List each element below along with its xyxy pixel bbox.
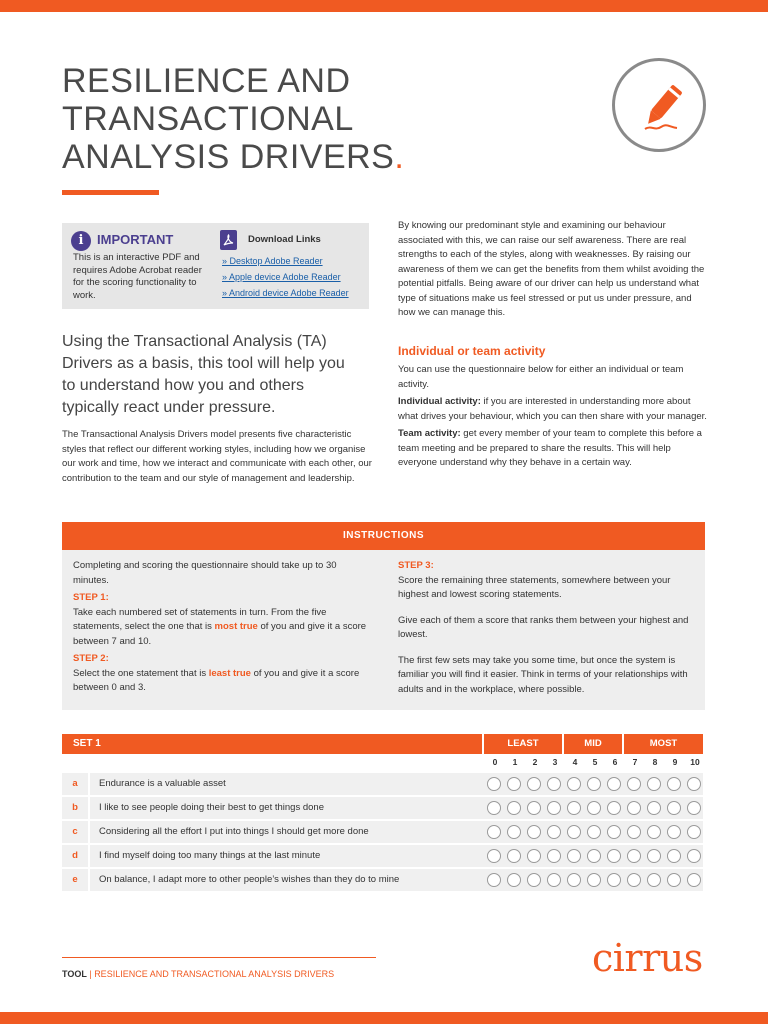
title-dot: . — [394, 138, 405, 176]
statement-row — [62, 821, 703, 843]
important-notice — [62, 223, 369, 309]
score-radio[interactable] — [627, 801, 641, 815]
download-links-heading: Download Links — [248, 234, 321, 245]
title-line-3: ANALYSIS DRIVERS — [62, 138, 395, 176]
right-column-intro — [398, 219, 708, 321]
step-2-text — [73, 668, 359, 694]
row-divider — [88, 821, 90, 843]
desktop-reader-link[interactable]: » Desktop Adobe Reader — [222, 256, 323, 266]
score-label: 10 — [690, 757, 700, 767]
score-radio[interactable] — [607, 801, 621, 815]
final-paragraph: The first few sets may take you some time, but once the system is familiar you will find it easier. Think in terms of your relationships with adults and in the workplace, where possible. — [398, 654, 688, 695]
team-text: get every member of your team to complete this before a team meeting and be prepared to share the results. This will help everyone understand why they behave in a certain way. — [398, 428, 702, 468]
individual-text: if you are interested in understanding more about what drives your behaviour, which you can then share with your manager. — [398, 396, 707, 422]
title-line-1: RESILIENCE AND — [62, 62, 351, 100]
step-3-text: Score the remaining three statements, somewhere between your highest and lowest scoring statements. — [398, 574, 671, 600]
score-radio[interactable] — [547, 777, 561, 791]
team-activity — [398, 427, 708, 471]
score-label: 9 — [672, 757, 678, 767]
score-label: 8 — [652, 757, 658, 767]
statement-row — [62, 869, 703, 891]
score-radio[interactable] — [527, 873, 541, 887]
instructions-right — [398, 559, 698, 708]
android-reader-link[interactable]: » Android device Adobe Reader — [222, 288, 349, 298]
pen-icon — [612, 58, 706, 152]
title-underline — [62, 190, 159, 195]
score-radio[interactable] — [527, 849, 541, 863]
step-2-text-a: Select the one statement that is — [73, 667, 209, 679]
instructions-panel — [62, 550, 705, 710]
statement-row — [62, 845, 703, 867]
score-radio[interactable] — [667, 777, 681, 791]
score-radio[interactable] — [587, 873, 601, 887]
top-accent-bar — [0, 0, 768, 12]
intro-lead: Using the Transactional Analysis (TA) Drivers as a basis, this tool will help you to understand how you and others typically react under pressure. — [62, 333, 345, 416]
score-radio[interactable] — [547, 873, 561, 887]
score-radio[interactable] — [667, 825, 681, 839]
score-radio[interactable] — [567, 849, 581, 863]
step-2-emphasis: least true — [208, 667, 251, 679]
score-radio[interactable] — [647, 777, 661, 791]
footer-separator: | — [86, 969, 95, 979]
score-radio[interactable] — [687, 873, 701, 887]
most-header: MOST — [624, 734, 703, 754]
individual-activity — [398, 395, 708, 424]
mid-header: MID — [564, 734, 622, 754]
score-radio[interactable] — [507, 849, 521, 863]
step-3-label: STEP 3: — [398, 560, 434, 571]
statement-row — [62, 797, 703, 819]
footer-rule — [62, 957, 376, 958]
score-radio[interactable] — [527, 825, 541, 839]
score-radio[interactable] — [567, 873, 581, 887]
instructions-intro: Completing and scoring the questionnaire should take up to 30 minutes. — [73, 560, 337, 586]
row-divider — [88, 797, 90, 819]
statement-letter: e — [72, 874, 78, 885]
statement-text: On balance, I adapt more to other people’s wishes than they do to mine — [99, 874, 400, 885]
score-radio[interactable] — [547, 849, 561, 863]
score-radio[interactable] — [527, 777, 541, 791]
step-1-label: STEP 1: — [73, 592, 109, 603]
score-radio[interactable] — [507, 825, 521, 839]
score-radio[interactable] — [487, 825, 501, 839]
step-1-emphasis: most true — [214, 621, 258, 632]
step-2-text-b: of you and give it a score between 0 and 3. — [73, 667, 360, 693]
score-radio[interactable] — [627, 825, 641, 839]
footer-text — [62, 969, 334, 979]
score-radio[interactable] — [667, 801, 681, 815]
footer-title: RESILIENCE AND TRANSACTIONAL ANALYSIS DRIVERS — [94, 969, 335, 979]
score-radio[interactable] — [687, 777, 701, 791]
score-label: 7 — [632, 757, 638, 767]
statement-text: Considering all the effort I put into things I should get more done — [99, 826, 369, 837]
pdf-icon — [220, 230, 237, 250]
score-radio[interactable] — [527, 801, 541, 815]
score-label: 5 — [592, 757, 598, 767]
score-radio[interactable] — [567, 825, 581, 839]
score-radio[interactable] — [487, 801, 501, 815]
apple-reader-link[interactable]: » Apple device Adobe Reader — [222, 272, 341, 282]
statement-text: Endurance is a valuable asset — [99, 778, 226, 789]
score-radio[interactable] — [507, 777, 521, 791]
set-1-title: SET 1 — [62, 734, 482, 754]
score-radio[interactable] — [647, 801, 661, 815]
score-label: 4 — [572, 757, 578, 767]
score-radio[interactable] — [667, 873, 681, 887]
score-label: 6 — [612, 757, 618, 767]
score-label: 1 — [512, 757, 518, 767]
score-label: 0 — [492, 757, 498, 767]
step-2-label: STEP 2: — [73, 653, 109, 664]
info-icon: i — [71, 231, 91, 251]
score-scale-row — [62, 754, 703, 772]
score-radio[interactable] — [627, 849, 641, 863]
statement-letter: a — [72, 778, 78, 789]
title-line-2: TRANSACTIONAL — [62, 100, 354, 138]
individual-label: Individual activity: — [398, 396, 481, 407]
score-radio[interactable] — [687, 825, 701, 839]
score-radio[interactable] — [627, 873, 641, 887]
score-radio[interactable] — [647, 825, 661, 839]
step-1-text — [73, 607, 366, 647]
activity-heading: Individual or team activity — [398, 344, 546, 358]
score-radio[interactable] — [507, 873, 521, 887]
team-label: Team activity: — [398, 428, 461, 439]
row-divider — [88, 869, 90, 891]
rank-paragraph: Give each of them a score that ranks them between your highest and lowest. — [398, 614, 689, 640]
score-radio[interactable] — [567, 801, 581, 815]
awareness-paragraph: By knowing our predominant style and examining our behaviour associated with this, we can raise our self awareness. There are real strengths to each of the styles, along with weaknesses. By raising our awareness of them we can get the benefits from them whilst avoiding the potential pitfalls. Being aware of our driver can help us understand what type of situations make us feel stressed or put us under pressure, and how we can manage this. — [398, 220, 705, 318]
score-radio[interactable] — [487, 777, 501, 791]
score-radio[interactable] — [487, 849, 501, 863]
least-header: LEAST — [484, 734, 562, 754]
score-radio[interactable] — [687, 849, 701, 863]
instructions-heading: INSTRUCTIONS — [62, 522, 705, 550]
instructions-left — [73, 559, 373, 696]
score-radio[interactable] — [587, 825, 601, 839]
statement-text: I like to see people doing their best to get things done — [99, 802, 324, 813]
intro-body: The Transactional Analysis Drivers model presents five characteristic styles that reflect our different working styles, including how we organise our work and time, how we interact and communicate with each other, our contribution to the team and our style of management and leadership. — [62, 429, 372, 484]
score-radio[interactable] — [587, 801, 601, 815]
row-divider — [88, 773, 90, 795]
score-radio[interactable] — [567, 777, 581, 791]
set-1-header — [62, 734, 703, 754]
score-radio[interactable] — [607, 825, 621, 839]
score-radio[interactable] — [667, 849, 681, 863]
statement-letter: c — [72, 826, 78, 837]
activity-section — [398, 363, 708, 474]
statement-text: I find myself doing too many things at the last minute — [99, 850, 321, 861]
important-text: This is an interactive PDF and requires Adobe Acrobat reader for the scoring functionality to work. — [73, 252, 202, 301]
page-title — [62, 62, 522, 176]
score-radio[interactable] — [607, 777, 621, 791]
score-radio[interactable] — [587, 777, 601, 791]
footer-tool-label: TOOL — [62, 969, 87, 979]
score-radio[interactable] — [547, 801, 561, 815]
score-radio[interactable] — [627, 777, 641, 791]
bottom-accent-bar — [0, 1012, 768, 1024]
statement-letter: d — [72, 850, 78, 861]
statement-letter: b — [72, 802, 78, 813]
cirrus-logo: cirrus — [592, 936, 703, 980]
important-heading: IMPORTANT — [97, 232, 174, 247]
statement-row — [62, 773, 703, 795]
score-label: 3 — [552, 757, 558, 767]
score-radio[interactable] — [647, 849, 661, 863]
score-radio[interactable] — [487, 873, 501, 887]
score-radio[interactable] — [607, 849, 621, 863]
score-radio[interactable] — [687, 801, 701, 815]
score-label: 2 — [532, 757, 538, 767]
activity-paragraph: You can use the questionnaire below for either an individual or team activity. — [398, 364, 684, 390]
row-divider — [88, 845, 90, 867]
step-1-text-a: Take each numbered set of statements in turn. From the five statements, select the one that is — [73, 606, 327, 632]
score-radio[interactable] — [547, 825, 561, 839]
score-radio[interactable] — [647, 873, 661, 887]
score-radio[interactable] — [607, 873, 621, 887]
step-1-text-b: of you and give it a score between 7 and 10. — [73, 621, 367, 647]
score-radio[interactable] — [507, 801, 521, 815]
score-radio[interactable] — [587, 849, 601, 863]
